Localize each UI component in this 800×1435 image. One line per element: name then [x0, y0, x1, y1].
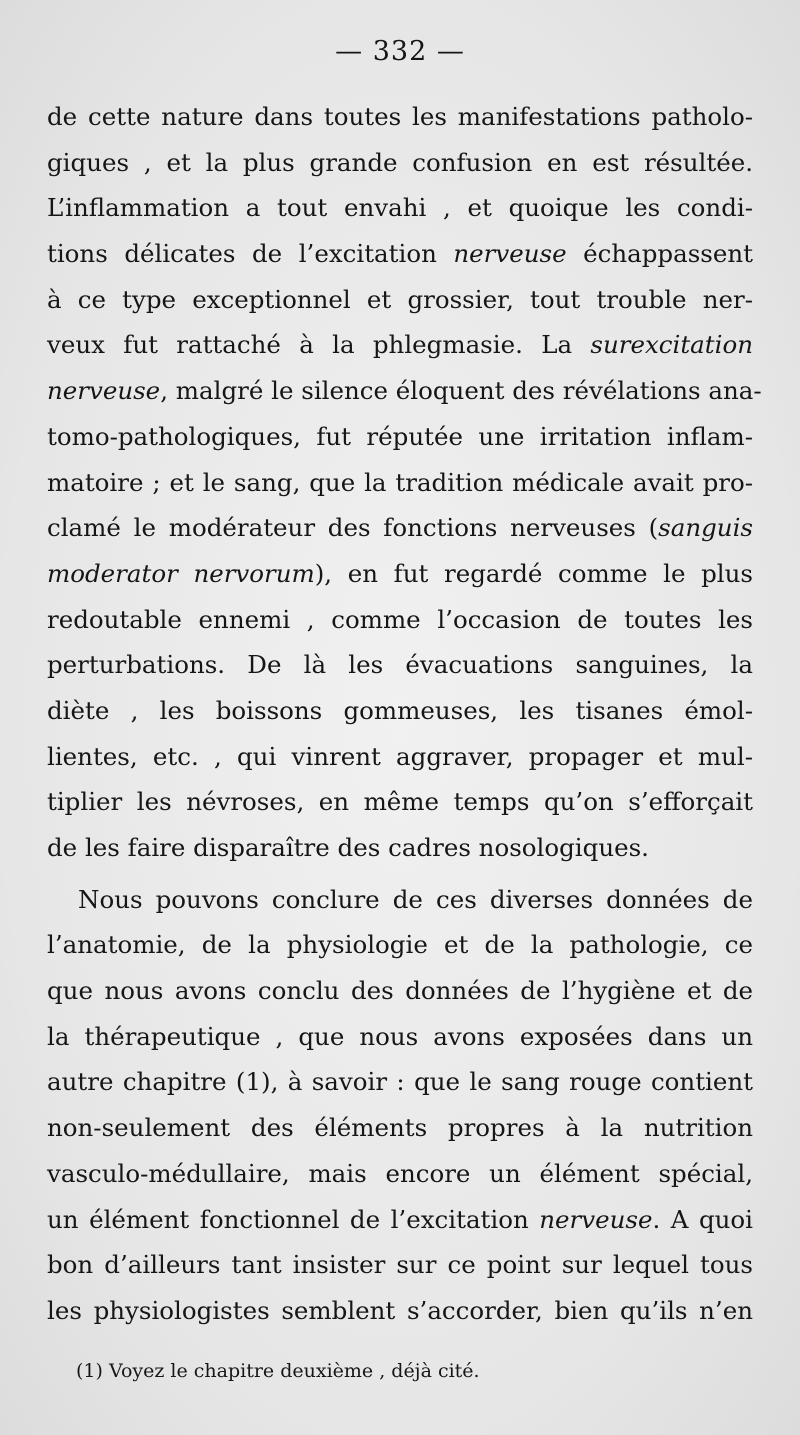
- text-line: l’anatomie, de la physiologie et de la pathologie, ce: [47, 930, 753, 960]
- text-line: autre chapitre (1), à savoir : que le sang rouge contient: [47, 1067, 753, 1097]
- text-line: matoire ; et le sang, que la tradition médicale avait pro-: [47, 467, 753, 497]
- body-text: [47, 94, 762, 1334]
- text-line: à ce type exceptionnel et grossier, tout trouble ner-: [47, 284, 753, 314]
- text-line: moderator nervorum), en fut regardé comme le plus: [47, 558, 753, 588]
- text-line: giques , et la plus grande confusion en est résultée.: [47, 147, 753, 177]
- text-line: non-seulement des éléments propres à la nutrition: [47, 1113, 753, 1143]
- text-line: veux fut rattaché à la phlegmasie. La surexcitation: [47, 330, 753, 360]
- text-line: vasculo-médullaire, mais encore un élément spécial,: [47, 1158, 753, 1188]
- text-line: redoutable ennemi , comme l’occasion de toutes les: [47, 604, 753, 634]
- paragraph-1: [47, 94, 762, 871]
- text-line: lientes, etc. , qui vinrent aggraver, propager et mul-: [47, 741, 753, 771]
- text-line: de les faire disparaître des cadres nosologiques.: [47, 833, 649, 862]
- text-line: tions délicates de l’excitation nerveuse échappassent: [47, 239, 753, 269]
- text-line: que nous avons conclu des données de l’hygiène et de: [47, 976, 753, 1006]
- text-line: nerveuse, malgré le silence éloquent des révélations ana-: [47, 376, 762, 406]
- text-line: perturbations. De là les évacuations sanguines, la: [47, 650, 753, 680]
- footnote-marker: (1): [76, 1360, 103, 1382]
- text-line: L’inflammation a tout envahi , et quoique les condi-: [47, 193, 753, 223]
- text-line: tiplier les névroses, en même temps qu’on s’efforçait: [47, 787, 753, 817]
- text-line: clamé le modérateur des fonctions nerveuses (sanguis: [47, 513, 753, 543]
- text-line: un élément fonctionnel de l’excitation nerveuse. A quoi: [47, 1204, 753, 1234]
- footnote: [76, 1360, 480, 1382]
- page-number: — 332 —: [335, 36, 465, 67]
- text-line: les physiologistes semblent s’accorder, bien qu’ils n’en: [47, 1295, 753, 1325]
- text-line: tomo-pathologiques, fut réputée une irritation inflam-: [47, 421, 753, 451]
- footnote-text: Voyez le chapitre deuxième , déjà cité.: [108, 1360, 480, 1382]
- text-line: bon d’ailleurs tant insister sur ce point sur lequel tous: [47, 1250, 753, 1280]
- text-line: la thérapeutique , que nous avons exposées dans un: [47, 1021, 753, 1051]
- text-line: Nous pouvons conclure de ces diverses données de: [78, 884, 753, 914]
- text-line: diète , les boissons gommeuses, les tisanes émol-: [47, 695, 753, 725]
- text-line: de cette nature dans toutes les manifestations patholo-: [47, 102, 753, 131]
- paragraph-2: [47, 877, 753, 1334]
